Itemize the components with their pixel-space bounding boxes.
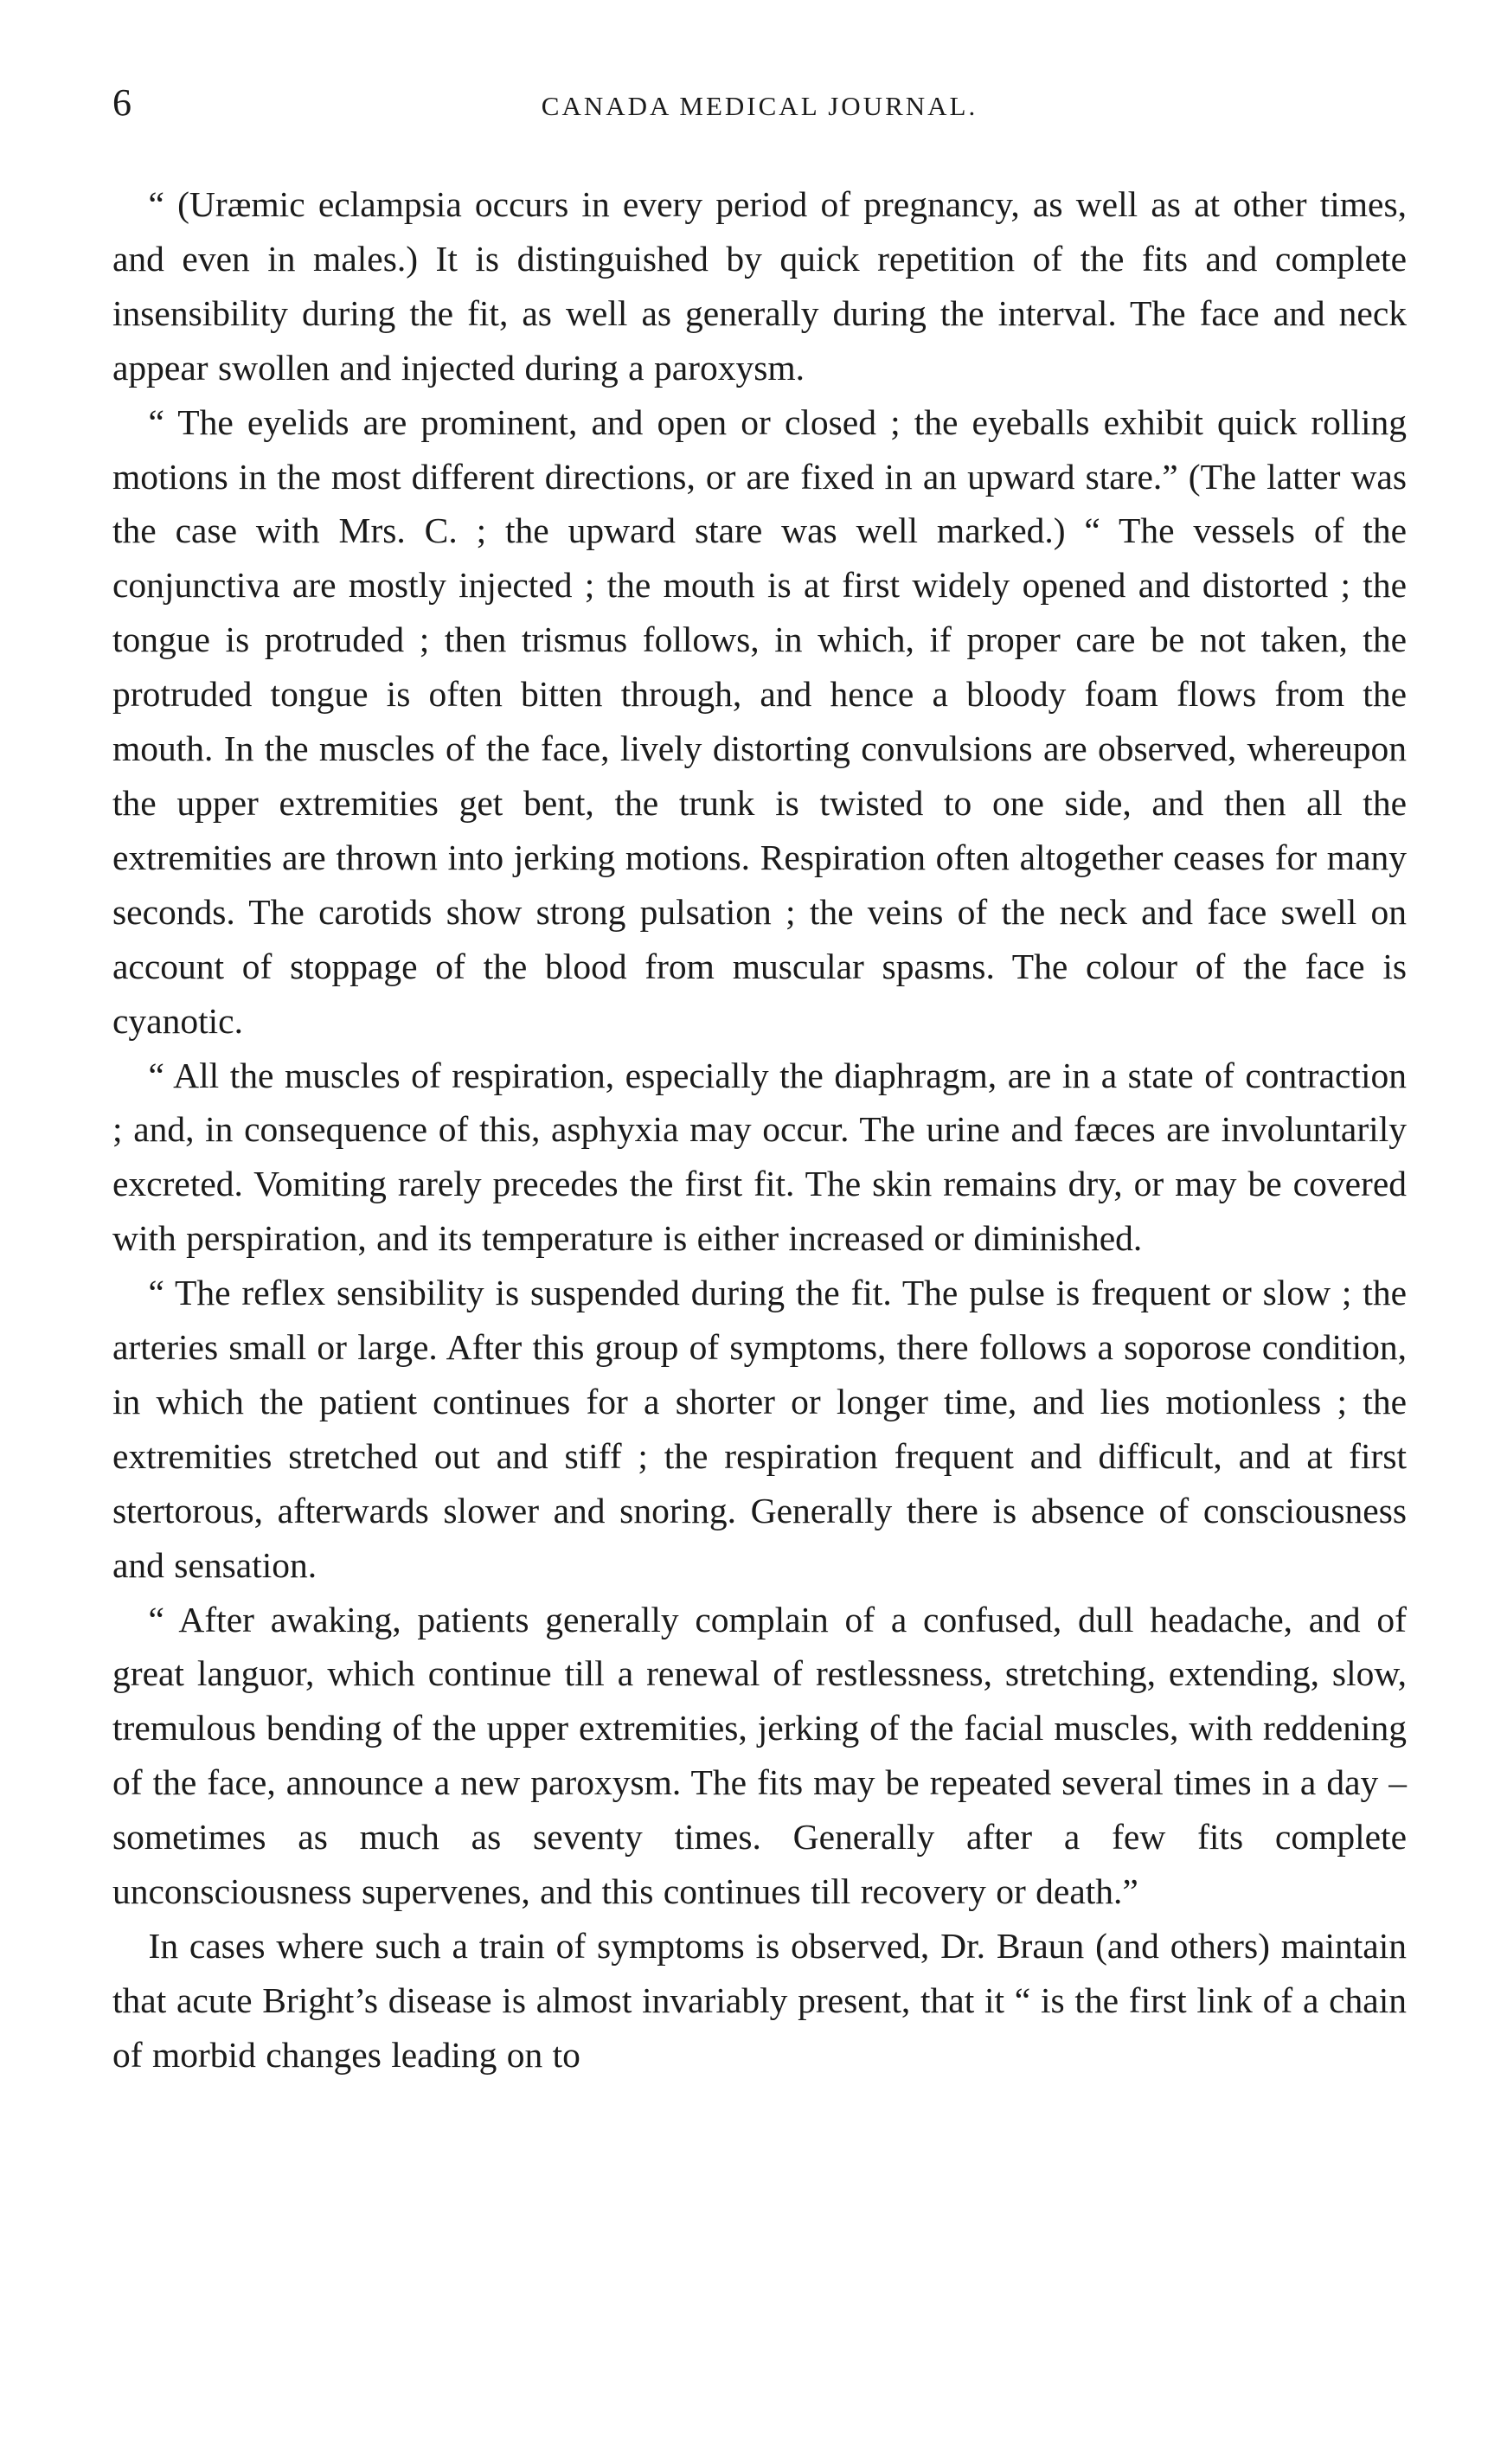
paragraph-after-awaking: “ After awaking, patients generally complain of a confused, dull headache, and of great languor, which continue till a renewal of restlessness, stretching, extending, slow, tremulous bending of the upper extremities, jerking of the facial muscles, with reddening of the face, announce a new paroxysm. The fits may be repeated several times in a day – sometimes as much as seventy times. Generally after a few fits complete unconsciousness supervenes, and this continues till recovery or death.” [112,1599,1407,1912]
paragraph-reflex-sensibility: “ The reflex sensibility is suspended during the fit. The pulse is frequent or slow ; the arteries small or large. After this group of symptoms, there follows a soporose condition, in which the patient continues for a shorter or longer time, and lies motionless ; the extremities stretched out and stiff ; the respiration frequent and difficult, and at first stertorous, afterwards slower and snoring. Generally there is absence of consciousness and sensation. [112,1273,1407,1585]
body-text [112,177,1407,2082]
journal-page [112,82,1407,2082]
paragraph-brights-disease: In cases where such a train of symptoms is observed, Dr. Braun (and others) maintain that acute Bright’s disease is almost invariably present, that it “ is the first link of a chain of morbid changes leading on to [112,1926,1407,2075]
paragraph-eyelids: “ The eyelids are prominent, and open or closed ; the eyeballs exhibit quick rolling motions in the most different directions, or are fixed in an upward stare.” (The latter was the case with Mrs. C. ; the upward stare was well marked.) “ The vessels of the conjunctiva are mostly injected ; the mouth is at first widely opened and distorted ; the tongue is protruded ; then trismus follows, in which, if proper care be not taken, the protruded tongue is often bitten through, and hence a bloody foam flows from the mouth. In the muscles of the face, lively distorting convulsions are observed, whereupon the upper extremities get bent, the trunk is twisted to one side, and then all the extremities are thrown into jerking motions. Respiration often altogether ceases for many seconds. The carotids show strong pulsation ; the veins of the neck and face swell on account of stoppage of the blood from muscular spasms. The colour of the face is cyanotic. [112,401,1407,1041]
paragraph-uraemic-eclampsia: “ (Uræmic eclampsia occurs in every period of pregnancy, as well as at other times, and even in males.) It is distinguished by quick repetition of the fits and complete insensibility during the fit, as well as generally during the interval. The face and neck appear swollen and injected during a paroxysm. [112,184,1407,388]
paragraph-respiration: “ All the muscles of respiration, especially the diaphragm, are in a state of contraction ; and, in consequence of this, asphyxia may occur. The urine and fæces are involuntarily excreted. Vomiting rarely precedes the first fit. The skin remains dry, or may be covered with perspiration, and its temperature is either increased or diminished. [112,1055,1407,1259]
page-header [112,82,1407,134]
page-number: 6 [112,81,131,124]
running-head: CANADA MEDICAL JOURNAL. [541,91,978,121]
